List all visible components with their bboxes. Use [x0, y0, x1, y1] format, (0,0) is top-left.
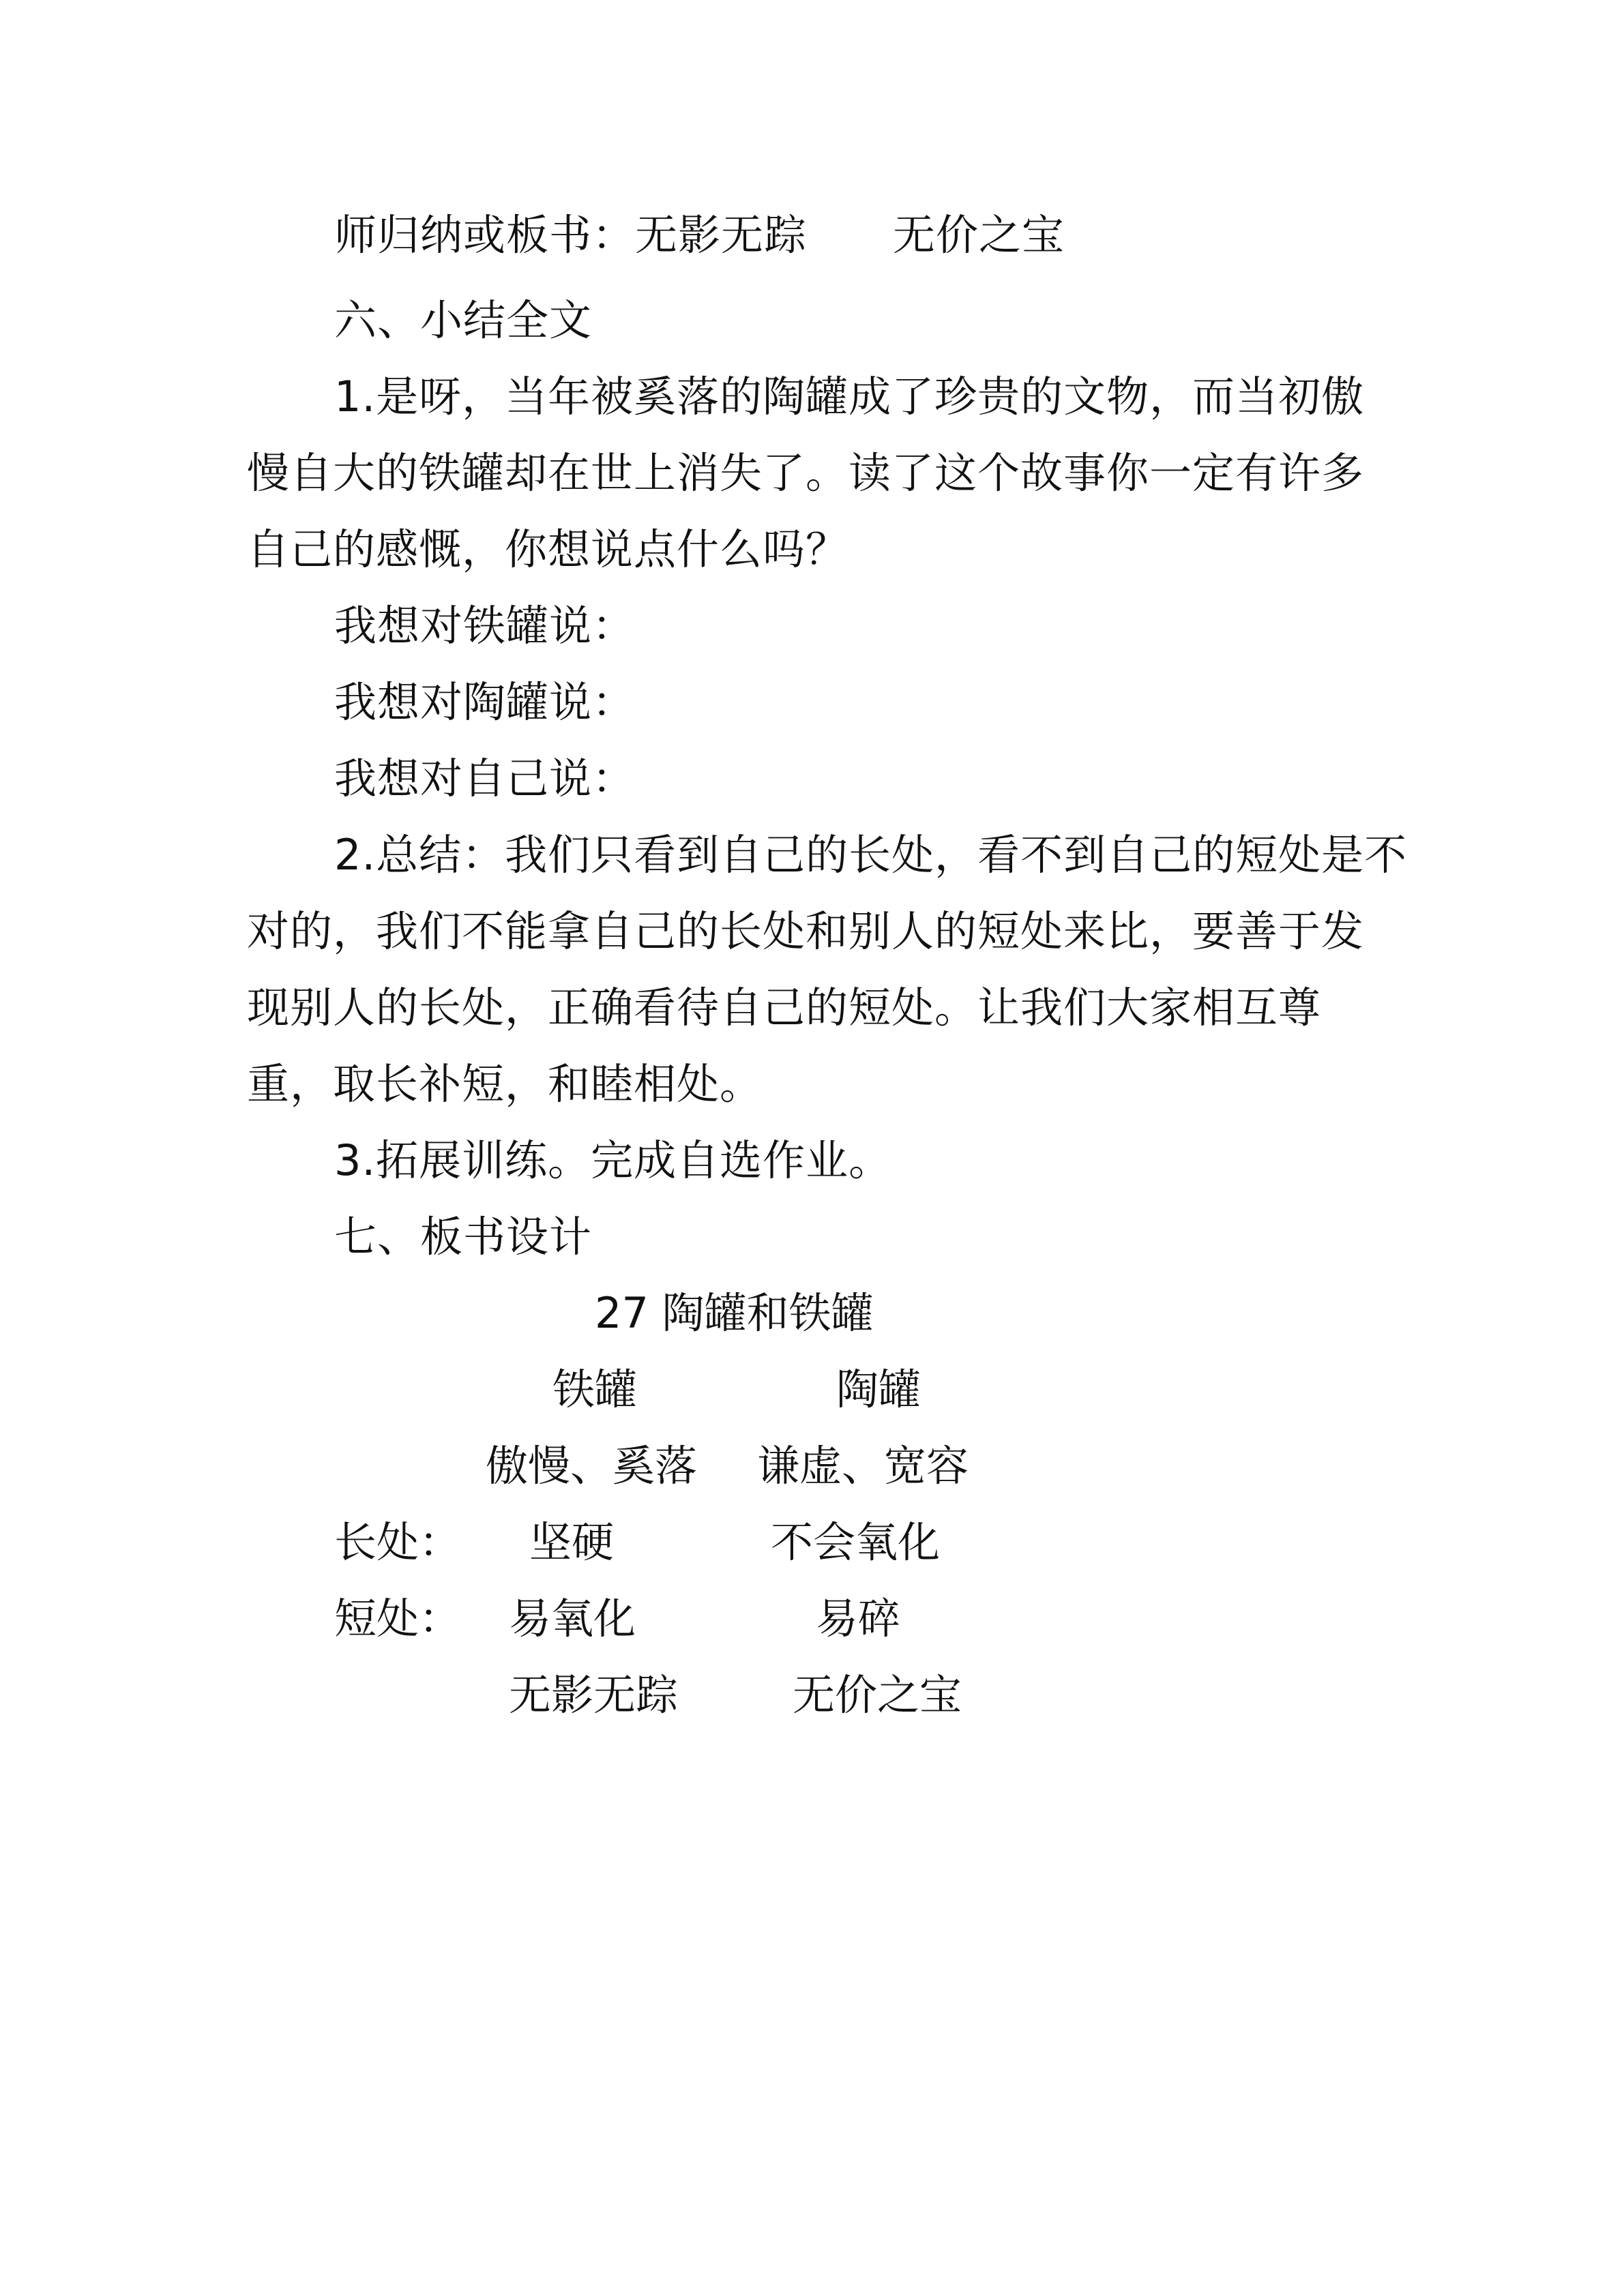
section-6-heading: 六、小结全文 — [334, 295, 593, 345]
board-col-pottery: 陶罐 — [836, 1365, 921, 1414]
board-label-weakness: 短处： — [334, 1594, 462, 1643]
board-pottery-weakness: 易碎 — [816, 1594, 901, 1643]
board-pottery-result: 无价之宝 — [793, 1670, 962, 1720]
paragraph-2-line-2: 对的，我们不能拿自己的长处和别人的短处来比，要善于发 — [247, 906, 1365, 956]
board-iron-weakness: 易氧化 — [509, 1594, 636, 1643]
teacher-summary-line: 师归纳或板书：无影无踪 无价之宝 — [334, 210, 1065, 260]
section-7-heading: 七、板书设计 — [334, 1212, 593, 1262]
paragraph-1-line-1: 1.是呀，当年被奚落的陶罐成了珍贵的文物，而当初傲 — [334, 372, 1365, 421]
board-label-strength: 长处： — [334, 1517, 462, 1567]
board-col-iron: 铁罐 — [552, 1365, 638, 1414]
paragraph-2-line-1: 2.总结：我们只看到自己的长处，看不到自己的短处是不 — [334, 830, 1408, 880]
board-iron-strength: 坚硬 — [529, 1517, 615, 1567]
say-to-pottery-pot: 我想对陶罐说： — [334, 677, 636, 727]
paragraph-1-line-2: 慢自大的铁罐却在世上消失了。读了这个故事你一定有许多 — [247, 448, 1365, 498]
board-pottery-attitude: 谦虚、宽容 — [757, 1441, 969, 1491]
paragraph-2-line-3: 现别人的长处，正确看待自己的短处。让我们大家相互尊 — [247, 983, 1322, 1032]
paragraph-2-line-4: 重，取长补短，和睦相处。 — [247, 1059, 763, 1109]
board-title: 27 陶罐和铁罐 — [595, 1288, 874, 1338]
say-to-self: 我想对自己说： — [334, 754, 636, 803]
paragraph-3: 3.拓展训练。完成自选作业。 — [334, 1135, 892, 1185]
board-iron-attitude: 傲慢、奚落 — [486, 1441, 698, 1491]
paragraph-1-line-3: 自己的感慨，你想说点什么吗？ — [247, 524, 849, 574]
say-to-iron-pot: 我想对铁罐说： — [334, 601, 636, 651]
board-pottery-strength: 不会氧化 — [771, 1517, 941, 1567]
board-iron-result: 无影无踪 — [509, 1670, 679, 1720]
